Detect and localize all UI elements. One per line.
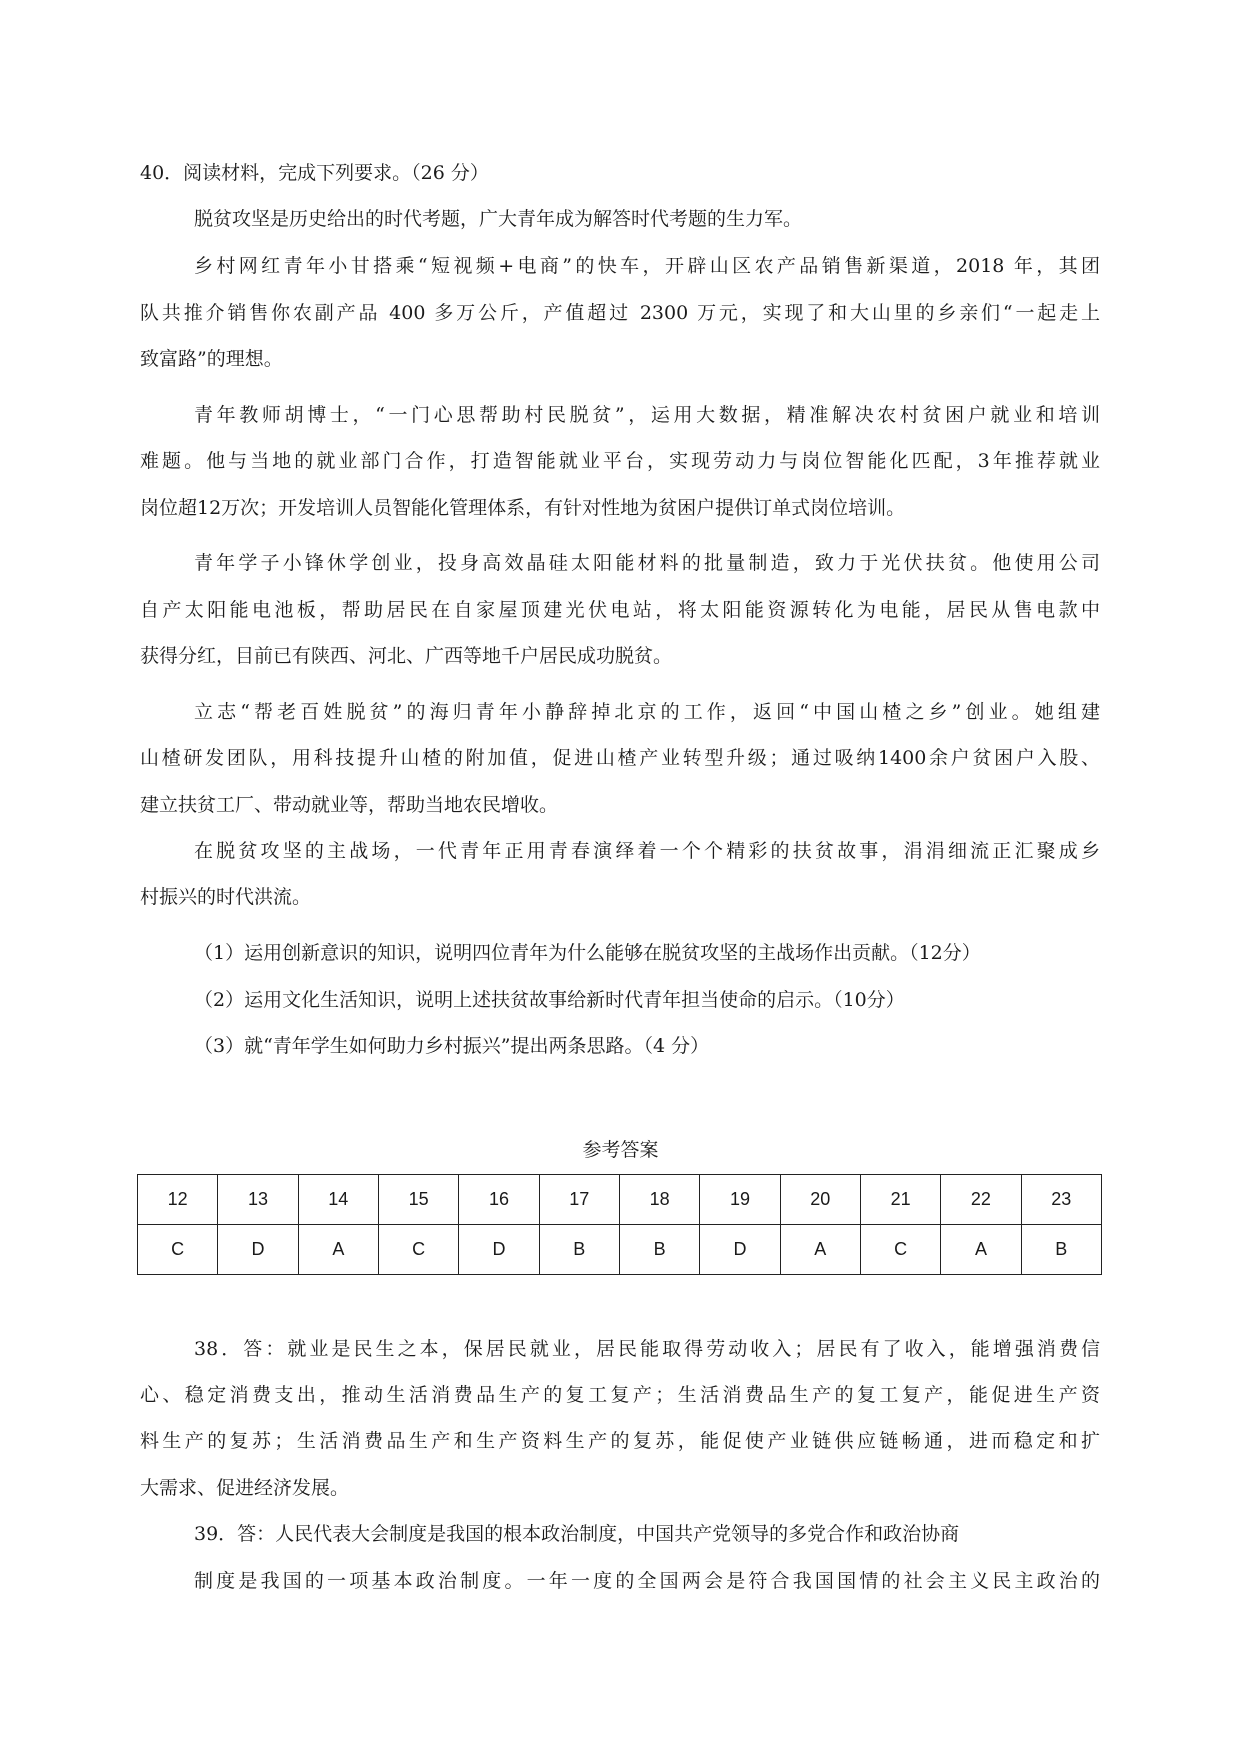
question-40-title: 40．阅读材料，完成下列要求。（26 分） [140, 162, 489, 184]
sub-question-1: （1）运用创新意识的知识，说明四位青年为什么能够在脱贫攻坚的主战场作出贡献。（12分） [194, 942, 981, 964]
material-5-line-2: 村振兴的时代洪流。 [140, 886, 312, 908]
question-number-cell: 16 [459, 1175, 539, 1225]
material-4-line-1: 立志“帮老百姓脱贫”的海归青年小静辞掉北京的工作，返回“中国山楂之乡”创业。她组建 [194, 701, 1100, 723]
material-3-line-3: 获得分红，目前已有陕西、河北、广西等地千户居民成功脱贫。 [140, 645, 673, 667]
sub-question-3: （3）就“青年学生如何助力乡村振兴”提出两条思路。（4 分） [194, 1035, 710, 1057]
answer-key-answers-row [138, 1225, 1102, 1275]
material-4-line-3: 建立扶贫工厂、带动就业等，帮助当地农民增收。 [140, 794, 559, 816]
answer-cell: D [700, 1225, 780, 1275]
answer-cell: A [298, 1225, 378, 1275]
material-2-line-2: 难题。他与当地的就业部门合作，打造智能就业平台，实现劳动力与岗位智能化匹配，3年推荐就业 [140, 450, 1100, 472]
material-1-line-2: 队共推介销售你农副产品 400 多万公斤，产值超过 2300 万元，实现了和大山里的乡亲们“一起走上 [140, 302, 1100, 324]
answer-cell: C [378, 1225, 458, 1275]
answer-39-line-2: 制度是我国的一项基本政治制度。一年一度的全国两会是符合我国国情的社会主义民主政治的 [194, 1570, 1100, 1592]
question-number-cell: 13 [218, 1175, 298, 1225]
material-5-line-1: 在脱贫攻坚的主战场，一代青年正用青春演绎着一个个精彩的扶贫故事，涓涓细流正汇聚成乡 [194, 840, 1100, 862]
answer-key-numbers-row [138, 1175, 1102, 1225]
question-number-cell: 19 [700, 1175, 780, 1225]
question-number-cell: 12 [138, 1175, 218, 1225]
material-2-line-3: 岗位超12万次；开发培训人员智能化管理体系，有针对性地为贫困户提供订单式岗位培训。 [140, 497, 906, 519]
question-40-intro: 脱贫攻坚是历史给出的时代考题，广大青年成为解答时代考题的生力军。 [194, 208, 803, 230]
answer-key-table [137, 1174, 1102, 1275]
answer-cell: C [138, 1225, 218, 1275]
answer-cell: D [218, 1225, 298, 1275]
material-3-line-2: 自产太阳能电池板，帮助居民在自家屋顶建光伏电站，将太阳能资源转化为电能，居民从售电款中 [140, 599, 1100, 621]
question-number-cell: 22 [941, 1175, 1021, 1225]
answer-38-line-4: 大需求、促进经济发展。 [140, 1477, 350, 1499]
answer-38-line-3: 料生产的复苏；生活消费品生产和生产资料生产的复苏，能促使产业链供应链畅通，进而稳定和扩 [140, 1430, 1100, 1452]
answer-38-line-2: 心、稳定消费支出，推动生活消费品生产的复工复产；生活消费品生产的复工复产，能促进生产资 [140, 1384, 1100, 1406]
material-4-line-2: 山楂研发团队，用科技提升山楂的附加值，促进山楂产业转型升级；通过吸纳1400余户贫困户入股、 [140, 747, 1100, 769]
material-3-line-1: 青年学子小锋休学创业，投身高效晶硅太阳能材料的批量制造，致力于光伏扶贫。他使用公司 [194, 552, 1100, 574]
answer-38-line-1: 38．答：就业是民生之本，保居民就业，居民能取得劳动收入；居民有了收入，能增强消费信 [194, 1338, 1100, 1360]
material-2-line-1: 青年教师胡博士，“一门心思帮助村民脱贫”，运用大数据，精准解决农村贫困户就业和培训 [194, 404, 1100, 426]
answer-cell: B [1021, 1225, 1101, 1275]
sub-question-2: （2）运用文化生活知识，说明上述扶贫故事给新时代青年担当使命的启示。（10分） [194, 989, 905, 1011]
question-number-cell: 21 [860, 1175, 940, 1225]
answer-cell: A [780, 1225, 860, 1275]
answer-cell: B [539, 1225, 619, 1275]
material-1-line-1: 乡村网红青年小甘搭乘“短视频+电商”的快车，开辟山区农产品销售新渠道，2018 年，其团 [194, 255, 1100, 277]
answer-cell: A [941, 1225, 1021, 1275]
question-number-cell: 23 [1021, 1175, 1101, 1225]
answer-cell: D [459, 1225, 539, 1275]
answer-cell: B [619, 1225, 699, 1275]
question-number-cell: 15 [378, 1175, 458, 1225]
material-1-line-3: 致富路”的理想。 [140, 348, 283, 370]
question-number-cell: 20 [780, 1175, 860, 1225]
question-number-cell: 18 [619, 1175, 699, 1225]
answer-cell: C [860, 1225, 940, 1275]
answer-key-heading: 参考答案 [582, 1139, 659, 1161]
question-number-cell: 14 [298, 1175, 378, 1225]
question-number-cell: 17 [539, 1175, 619, 1225]
answer-39-line-1: 39．答：人民代表大会制度是我国的根本政治制度，中国共产党领导的多党合作和政治协商 [194, 1523, 960, 1545]
